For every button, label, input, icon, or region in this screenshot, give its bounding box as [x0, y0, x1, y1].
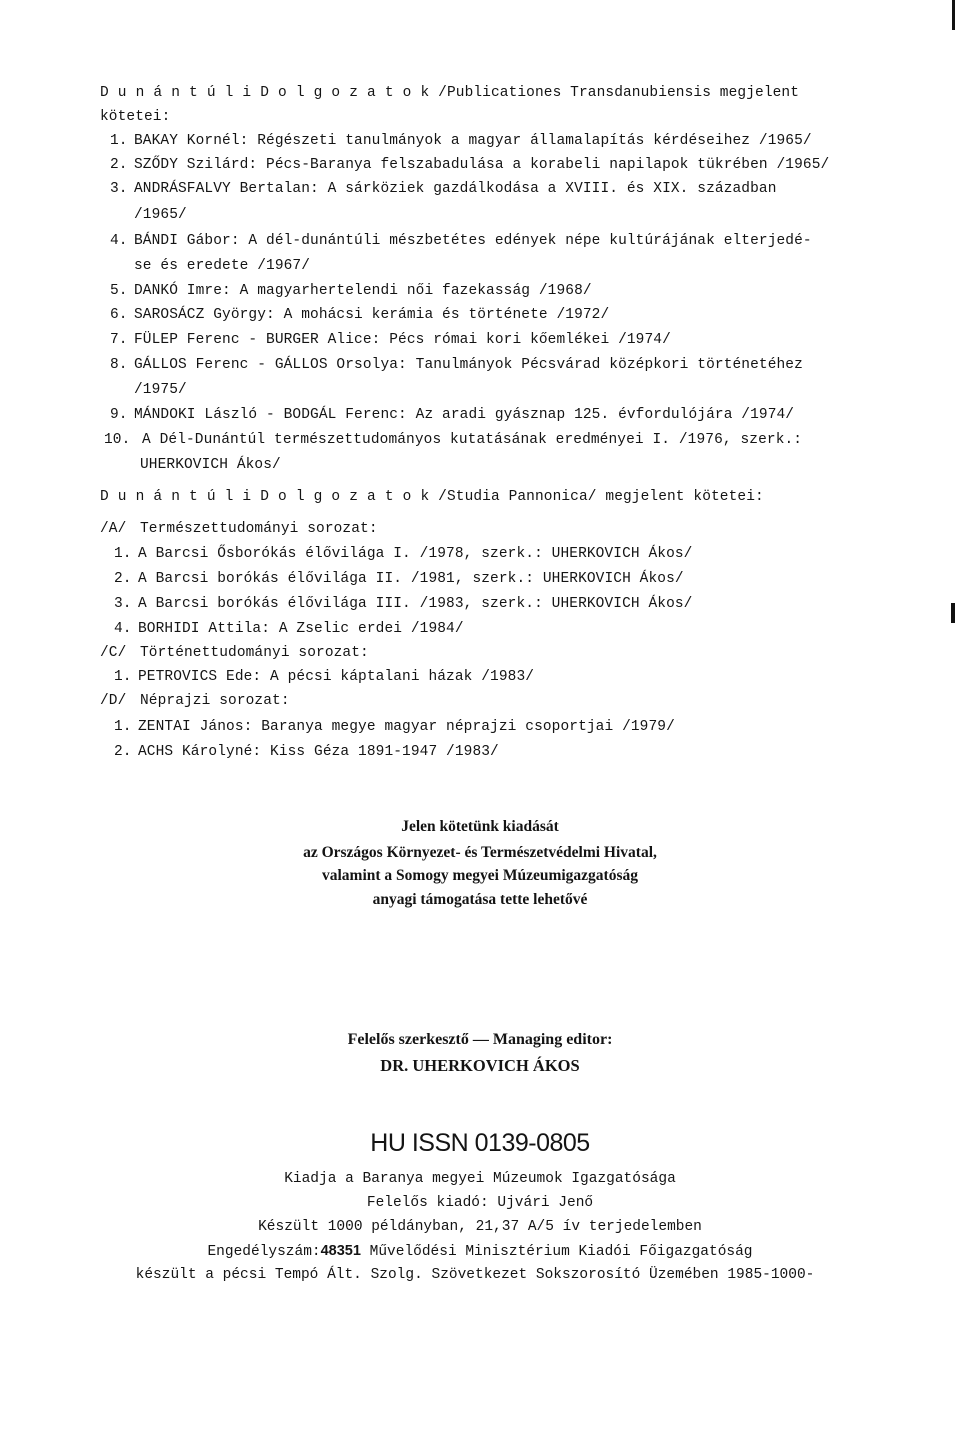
list-item: 1. ZENTAI János: Baranya megye magyar néprajzi csoportjai /1979/ [114, 719, 675, 735]
support-line-2: az Országos Környezet- és Természetvédelmi Hivatal, [303, 844, 657, 861]
list-item-cont: UHERKOVICH Ákos/ [140, 457, 281, 473]
imprint-copies: Készült 1000 példányban, 21,37 A/5 ív terjedelemben [258, 1219, 702, 1235]
list-item: 4. BÁNDI Gábor: A dél-dunántúli mészbetétes edények népe kultúrájának elterjedé- [110, 233, 812, 249]
imprint-permit: Engedélyszám:48351 Művelődési Minisztérium Kiadói Főigazgatóság [207, 1243, 753, 1260]
list-item-cont: /1975/ [134, 382, 187, 398]
list-item: 2. ACHS Károlyné: Kiss Géza 1891-1947 /1983/ [114, 744, 499, 760]
series1-heading-cont: kötetei: [100, 109, 171, 125]
list-item: 3. ANDRÁSFALVY Bertalan: A sárköziek gazdálkodása a XVIII. és XIX. században [110, 181, 777, 197]
series2-title: D u n á n t ú l i D o l g o z a t o k [100, 489, 430, 505]
scan-edge-mark [951, 603, 955, 623]
series1-subtitle: /Publicationes Transdanubiensis megjelent [429, 85, 800, 101]
editor-label: Felelős szerkesztő — Managing editor: [347, 1031, 613, 1048]
list-item: 4. BORHIDI Attila: A Zselic erdei /1984/ [114, 621, 464, 637]
support-line-1: Jelen kötetünk kiadását [401, 818, 559, 835]
series2-heading [100, 488, 764, 506]
support-line-4: anyagi támogatása tette lehetővé [372, 891, 588, 908]
list-item-cont: se és eredete /1967/ [134, 258, 311, 274]
series2-subtitle: /Studia Pannonica/ megjelent kötetei: [429, 489, 764, 505]
series1-heading [100, 84, 799, 102]
scan-edge-mark [952, 0, 955, 30]
list-item: 2. A Barcsi borókás élővilága II. /1981, szerk.: UHERKOVICH Ákos/ [114, 571, 684, 587]
list-item: 8. GÁLLOS Ferenc - GÁLLOS Orsolya: Tanulmányok Pécsvárad középkori történetéhez [110, 357, 803, 373]
series1-title: D u n á n t ú l i D o l g o z a t o k [100, 85, 430, 101]
issn: HU ISSN 0139-0805 [370, 1129, 590, 1157]
section-heading-c: /C/ Történettudományi sorozat: [100, 645, 369, 661]
list-item: 5. DANKÓ Imre: A magyarhertelendi női fazekasság /1968/ [110, 283, 592, 299]
imprint-publisher: Kiadja a Baranya megyei Múzeumok Igazgatósága [284, 1171, 676, 1187]
list-item: 2. SZŐDY Szilárd: Pécs-Baranya felszabadulása a korabeli napilapok tükrében /1965/ [110, 157, 830, 173]
list-item: 1. A Barcsi Ősborókás élővilága I. /1978, szerk.: UHERKOVICH Ákos/ [114, 546, 693, 562]
imprint-responsible: Felelős kiadó: Ujvári Jenő [366, 1195, 594, 1211]
list-item: 10. A Dél-Dunántúl természettudományos kutatásának eredményei I. /1976, szerk.: [104, 432, 803, 448]
list-item: 3. A Barcsi borókás élővilága III. /1983, szerk.: UHERKOVICH Ákos/ [114, 596, 693, 612]
list-item: 1. PETROVICS Ede: A pécsi káptalani házak /1983/ [114, 669, 535, 685]
permit-number: 48351 [320, 1243, 361, 1259]
list-item-cont: /1965/ [134, 207, 187, 223]
editor-name: DR. UHERKOVICH ÁKOS [380, 1056, 580, 1075]
section-heading-d: /D/ Néprajzi sorozat: [100, 693, 290, 709]
list-item: 7. FÜLEP Ferenc - BURGER Alice: Pécs római kori kőemlékei /1974/ [110, 332, 671, 348]
imprint-printer: készült a pécsi Tempó Ált. Szolg. Szövetkezet Sokszorosító Üzemében 1985-1000- [135, 1267, 815, 1283]
list-item: 6. SAROSÁCZ György: A mohácsi kerámia és története /1972/ [110, 307, 610, 323]
list-item: 1. BAKAY Kornél: Régészeti tanulmányok a magyar államalapítás kérdéseihez /1965/ [110, 133, 812, 149]
section-heading-a: /A/ Természettudományi sorozat: [100, 521, 378, 537]
support-line-3: valamint a Somogy megyei Múzeumigazgatóság [322, 867, 638, 884]
list-item: 9. MÁNDOKI László - BODGÁL Ferenc: Az aradi gyásznap 125. évfordulójára /1974/ [110, 407, 795, 423]
